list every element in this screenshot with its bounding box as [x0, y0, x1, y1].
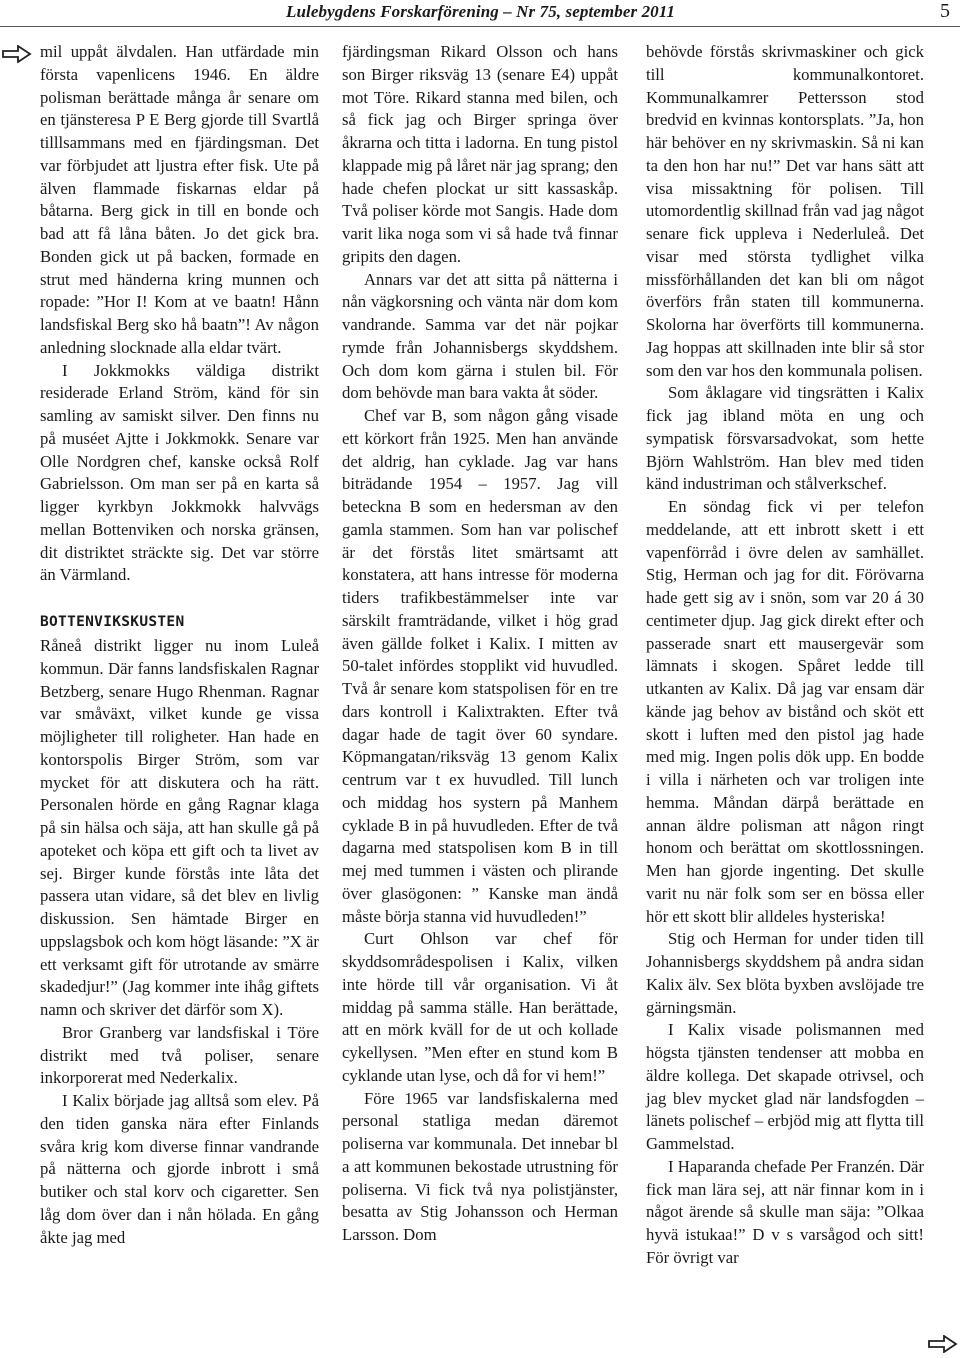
- paragraph: Före 1965 var landsfiskalerna med personal statliga medan däremot poliserna var kommunala. Det innebar bl a att kommunen bekostade utrustning för poliserna. Vi fick två nya polistjänster, besatta av Stig Johansson och Herman Larsson. Dom: [342, 1088, 618, 1244]
- paragraph: Annars var det att sitta på nätterna i nån vägkorsning och vänta när dom kom vandrande. Samma var det när pojkar rymde från Johannisbergs skyddshem. Och dom kom gärna i stulen bil. För dom behövde man bara vakta åt söder.: [342, 269, 618, 403]
- paragraph: En söndag fick vi per telefon meddelande, att ett inbrott skett i ett vapenförråd i övre delen av samhället. Stig, Herman och jag for dit. Förövarna hade gett sig av i snön, som var 20 á 30 centimeter djup. Jag gick direkt efter och passerade snart ett mausergevär som lämnats i skogen. Spåret ledde till utkanten av Kalix. Då jag var ensam där kände jag behov av bistånd och sköt ett skott i luften med den pistol jag hade med mig. Ingen polis dök upp. En bodde i villa i närheten och var troligen inte hemma. Måndan därpå berättade en annan äldre polisman att någon ringt honom och berättat om skottlossningen. Men han gjorde ingenting. Det skulle varit nu när folk som ser en bössa eller hör ett skott blir alldeles hysteriska!: [646, 497, 924, 926]
- paragraph: Råneå distrikt ligger nu inom Luleå kommun. Där fanns landsfiskalen Ragnar Betzberg, senare Hugo Rhenman. Ragnar var småväxt, vilket kunde ge vissa möjligheter till roligheter. Han hade en kontorspolis Birger Ström, som var mycket för att diskutera och ha rätt. Personalen hörde en gång Ragnar klaga på sin hälsa och säja, att han skulle gå på apoteket och köpa ett gift och ta livet av sej. Birger kunde förstås inte låta det passera utan vidare, så det blev en livlig diskussion. Sen hämtade Birger en uppslagsbok och kom högt läsande: ”X är ett verksamt gift för utrotande av smärre skadedjur!” (Jag kommer inte ihåg giftets namn och skriver det därför som X).: [40, 636, 319, 1019]
- column-2: [342, 41, 618, 1247]
- paragraph: I Kalix började jag alltså som elev. På den tiden ganska nära efter Finlands svåra krig kom diverse finnar vandrande på nätterna och gjorde inbrott i små butiker och stal korv och cigaretter. Sen låg dom över dan i nån hölada. En gång åkte jag med: [40, 1091, 319, 1247]
- paragraph: fjärdingsman Rikard Olsson och hans son Birger riksväg 13 (senare E4) uppåt mot Töre. Rikard stanna med bilen, och så fick jag och Birger springa över åkrarna och titta i ladorna. En tung pistol klappade mig på låret när jag sprang; den hade chefen plockat ur sitt kassaskåp. Två poliser körde mot Sangis. Hade dom varit lika noga som vi så hade två finnar gripits den dagen.: [342, 42, 618, 266]
- paragraph: Stig och Herman for under tiden till Johannisbergs skyddshem på andra sidan Kalix älv. Sex blöta byxben avslöjade tre gärningsmän.: [646, 929, 924, 1017]
- paragraph: mil uppåt älvdalen. Han utfärdade min första vapenlicens 1946. En äldre polisman berättade många år senare om en tjänsteresa P E Berg gjorde till Svartlå tilllsammans med en fjärdingsman. Det var förbjudet att ljustra efter fisk. Ute på älven flammade fiskarnas eldar på båtarna. Berg gick in till en bonde och bad att få låna båten. Jo det gick bra. Bonden gick ut på backen, formade en strut med händerna kring munnen och ropade: ”Hor I! Kom at ve baatn! Hånn landsfiskal Berg sko hå baatn”! Av någon anledning slocknade alla eldar tvärt.: [40, 42, 319, 357]
- paragraph: Som åklagare vid tingsrätten i Kalix fick jag ibland möta en ung och sympatisk försvarsadvokat, som hette Björn Wahlström. Han blev med tiden känd industriman och stålverkschef.: [646, 383, 924, 494]
- arrow-right-outline-icon: [2, 45, 32, 65]
- column-1: [40, 41, 319, 1249]
- running-header: [0, 0, 960, 27]
- arrow-right-outline-icon: [928, 1335, 958, 1355]
- paragraph: I Kalix visade polismannen med högsta tjänsten tendenser att mobba en äldre kollega. Det skapade otrivsel, och jag blev mycket glad när landsfogden – länets polischef – erbjöd mig att flytta till Gammelstad.: [646, 1020, 924, 1153]
- paragraph: Chef var B, som någon gång visade ett körkort från 1925. Men han använde det aldrig, han cyklade. Jag var hans biträdande 1954 – 1957. Jag vill beteckna B som en hedersman av den gamla stammen. Som han var polischef är det förstås litet smärtsamt att konstatera, att hans intresse för moderna tiders trafikbestämmelser inte var särskilt framträdande, vilket i hög grad även gällde folket i Kalix. I mitten av 50-talet infördes stopplikt vid huvudled. Två år senare kom statspolisen för en tre dars kontroll i Kalixtrakten. Efter två dagar hade de tagit över 60 syndare. Köpmangatan/riksväg 13 genom Kalix centrum var t ex huvudled. Till lunch och middag hos systern på Manhem cyklade B in på huvudleden. Efter de två dagarna med statspolisen kom B in till mej med tummen i västen och plirande över glasögonen: ” Kanske man ändå måste börja stanna vid huvudleden!”: [342, 406, 618, 926]
- paragraph: I Jokkmokks väldiga distrikt residerade Erland Ström, känd för sin samling av samiskt silver. Den finns nu på muséet Ajtte i Jokkmokk. Senare var Olle Nordgren chef, kanske också Rolf Gabrielsson. Om man ser på en karta så ligger kyrkbyn Jokkmokk halvvägs mellan Bottenviken och norska gränsen, dit distriktet sträckte sig. Det var större än Värmland.: [40, 360, 319, 585]
- section-heading: BOTTENVIKSKUSTEN: [40, 614, 185, 630]
- paragraph: Curt Ohlson var chef för skyddsområdespolisen i Kalix, vilken inte hörde till vår organisation. Vi åt middag på samma ställe. Han berättade, att en mörk kväll for de ut och kollade cykellysen. ”Men efter en stund kom B cyklande utan lyse, och då for vi hem!”: [342, 929, 618, 1085]
- publication-title: Lulebygdens Forskarförening – Nr 75, september 2011: [286, 2, 676, 21]
- column-3: [646, 41, 924, 1270]
- paragraph: I Haparanda chefade Per Franzén. Där fick man lära sej, att när finnar kom in i något ärende så skulle man säja: ”Olkaa hyvä istukaa!” D v s varsågod och sitt! För övrigt var: [646, 1156, 924, 1267]
- paragraph: Bror Granberg var landsfiskal i Töre distrikt med två poliser, senare inkorporerat med Nederkalix.: [40, 1022, 319, 1088]
- page-number: 5: [940, 0, 950, 22]
- paragraph: behövde förstås skrivmaskiner och gick till kommunalkontoret. Kommunalkamrer Pettersson stod bredvid en kvinnas kontorsplats. ”Ja, hon här behöver en ny skrivmaskin. Så ni kan ta den hon har nu!” Det var hans sätt att visa missaktning för polisen. Till utomordentlig skillnad från vad jag något senare fick uppleva i Nederluleå. Det visar med största tydlighet vilka missförhållanden det kan bli om något överförs från staten till kommunerna. Skolorna har överförts till kommunerna. Jag hoppas att skillnaden inte blir så stor som den var hos den kommunala polisen.: [646, 42, 924, 380]
